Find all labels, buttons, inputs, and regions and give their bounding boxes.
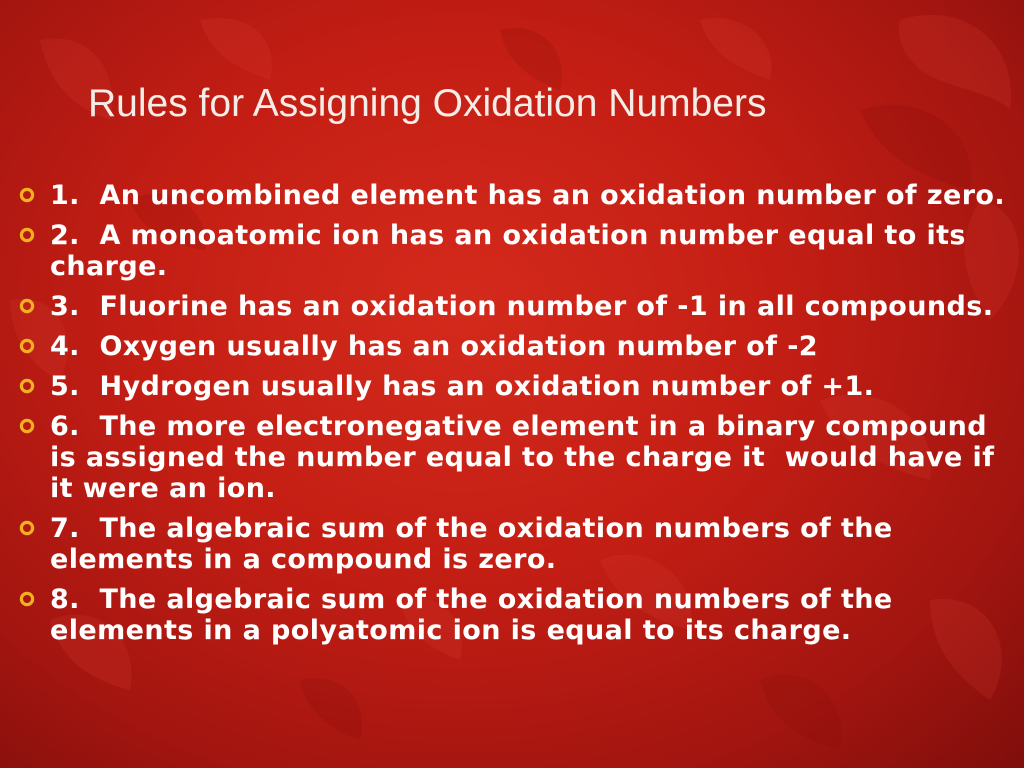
rule-text: 4. Oxygen usually has an oxidation number of -2 [50, 331, 818, 362]
rule-text: 2. A monoatomic ion has an oxidation number equal to its charge. [50, 220, 976, 282]
bullet-ring-icon [18, 584, 50, 615]
bullet-ring-icon [18, 220, 50, 251]
bullet-ring-icon [18, 411, 50, 442]
bullet-ring-icon [18, 371, 50, 402]
list-item [18, 331, 1008, 362]
slide-title: Rules for Assigning Oxidation Numbers [88, 82, 767, 125]
list-item [18, 180, 1008, 211]
list-item [18, 371, 1008, 402]
list-item [18, 513, 1008, 575]
rule-text: 7. The algebraic sum of the oxidation numbers of the elements in a compound is zero. [50, 513, 903, 575]
list-item [18, 411, 1008, 504]
list-item [18, 220, 1008, 282]
rule-text: 1. An uncombined element has an oxidation number of zero. [50, 180, 1006, 211]
rules-list [18, 180, 1008, 655]
bullet-ring-icon [18, 180, 50, 211]
rule-text: 8. The algebraic sum of the oxidation numbers of the elements in a polyatomic ion is equal to its charge. [50, 584, 903, 646]
bullet-ring-icon [18, 331, 50, 362]
bullet-ring-icon [18, 513, 50, 544]
rule-text: 5. Hydrogen usually has an oxidation number of +1. [50, 371, 875, 402]
rule-text: 3. Fluorine has an oxidation number of -1 in all compounds. [50, 291, 994, 322]
list-item [18, 291, 1008, 322]
bullet-ring-icon [18, 291, 50, 322]
rule-text: 6. The more electronegative element in a binary compound is assigned the number equal to the charge it would have if it were an ion. [50, 411, 1005, 504]
list-item [18, 584, 1008, 646]
